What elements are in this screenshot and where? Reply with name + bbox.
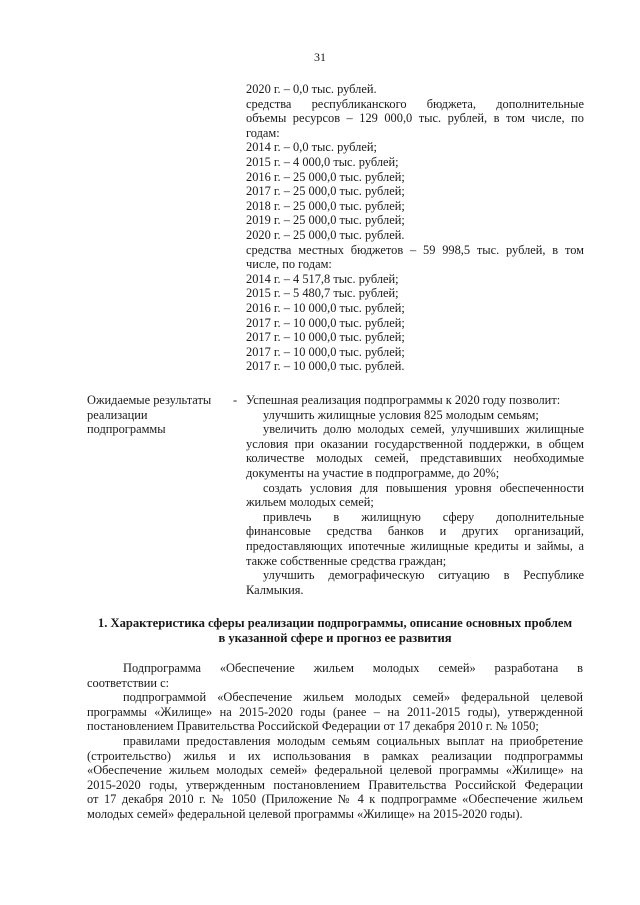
text-line: 2017 г. – 10 000,0 тыс. рублей; (246, 330, 405, 345)
text-line: годам: (246, 125, 280, 140)
label-line: подпрограммы (87, 422, 166, 437)
text-line: Калмыкия. (246, 582, 304, 597)
text-line: молодых семей» федеральной целевой программы «Жилище» на 2015-2020 годы). (87, 806, 523, 821)
text-line: документы на участие в подпрограмме, до 20%; (246, 465, 500, 480)
text-line: привлечь в жилищную сферу дополнительные (263, 509, 584, 524)
expected-results-label (87, 393, 237, 437)
text-line: 2017 г. – 10 000,0 тыс. рублей; (246, 344, 405, 359)
heading-line: в указанной сфере и прогноз ее развития (218, 630, 452, 645)
text-line: 2016 г. – 10 000,0 тыс. рублей; (246, 300, 405, 315)
text-line: 2015-2020 годы, утвержденным постановлением Правительства Российской Федерации (87, 777, 583, 792)
text-line: 2014 г. – 4 517,8 тыс. рублей; (246, 271, 399, 286)
label-dash: - (233, 393, 238, 407)
text-line: 2015 г. – 5 480,7 тыс. рублей; (246, 286, 399, 301)
text-line: Успешная реализация подпрограммы к 2020 году позволит: (246, 393, 561, 407)
text-line: средства местных бюджетов – 59 998,5 тыс. рублей, в том (246, 242, 584, 257)
section-heading (87, 616, 583, 645)
text-line: Подпрограмма «Обеспечение жильем молодых семей» разработана в (123, 661, 583, 675)
text-line: «Обеспечение жильем молодых семей» федеральной целевой программы «Жилище» на (87, 763, 583, 778)
text-line: жильем молодых семей; (246, 495, 374, 510)
text-line: создать условия для повышения уровня обеспеченности (263, 480, 584, 495)
text-line: средства республиканского бюджета, дополнительные (246, 96, 584, 111)
text-line: 2020 г. – 25 000,0 тыс. рублей. (246, 227, 405, 242)
funding-sources-list (246, 82, 584, 374)
section-body (87, 661, 583, 822)
page-number: 31 (314, 50, 326, 64)
label-line: Ожидаемые результаты (87, 393, 212, 407)
text-line: условия при оказании государственной поддержки, в общем (246, 436, 584, 451)
text-line: подпрограммой «Обеспечение жильем молодых семей» федеральной целевой (123, 690, 583, 705)
text-line: количестве молодых семей, представивших необходимые (246, 451, 584, 466)
text-line: увеличить долю молодых семей, улучшивших жилищные (263, 422, 584, 437)
text-line: правилами предоставления молодым семьям социальных выплат на приобретение (123, 733, 583, 748)
text-line: 2017 г. – 25 000,0 тыс. рублей; (246, 184, 405, 199)
text-line: 2017 г. – 10 000,0 тыс. рублей; (246, 315, 405, 330)
expected-results-text (246, 393, 584, 597)
text-line: числе, по годам: (246, 257, 332, 272)
text-line: улучшить жилищные условия 825 молодым семьям; (263, 407, 539, 422)
text-line: 2016 г. – 25 000,0 тыс. рублей; (246, 169, 405, 184)
label-line: реализации (87, 407, 148, 422)
text-line: 2015 г. – 4 000,0 тыс. рублей; (246, 154, 399, 169)
text-line: программы «Жилище» на 2015-2020 годы (ранее – на 2011-2015 годы), утвержденной (87, 704, 583, 719)
text-line: предоставляющих ипотечные жилищные кредиты и займы, а (246, 538, 584, 553)
text-line: объемы ресурсов – 129 000,0 тыс. рублей, в том числе, по (246, 111, 584, 126)
text-line: 2018 г. – 25 000,0 тыс. рублей; (246, 198, 405, 213)
text-line: постановлением Правительства Российской Федерации от 17 декабря 2010 г. № 1050; (87, 719, 539, 734)
text-line: 2020 г. – 0,0 тыс. рублей. (246, 82, 377, 96)
text-line: также собственные средства граждан; (246, 553, 447, 568)
text-line: от 17 декабря 2010 г. № 1050 (Приложение № 4 к подпрограмме «Обеспечение жильем (87, 792, 583, 807)
text-line: 2019 г. – 25 000,0 тыс. рублей; (246, 213, 405, 228)
text-line: улучшить демографическую ситуацию в Республике (263, 568, 584, 583)
text-line: финансовые средства банков и других организаций, (246, 524, 584, 539)
text-line: 2017 г. – 10 000,0 тыс. рублей. (246, 359, 405, 374)
text-line: соответствии с: (87, 675, 170, 690)
text-line: (строительство) жилья и их использования в рамках реализации подпрограммы (87, 748, 583, 763)
text-line: 2014 г. – 0,0 тыс. рублей; (246, 140, 377, 155)
heading-line: 1. Характеристика сферы реализации подпрограммы, описание основных проблем (97, 616, 573, 630)
